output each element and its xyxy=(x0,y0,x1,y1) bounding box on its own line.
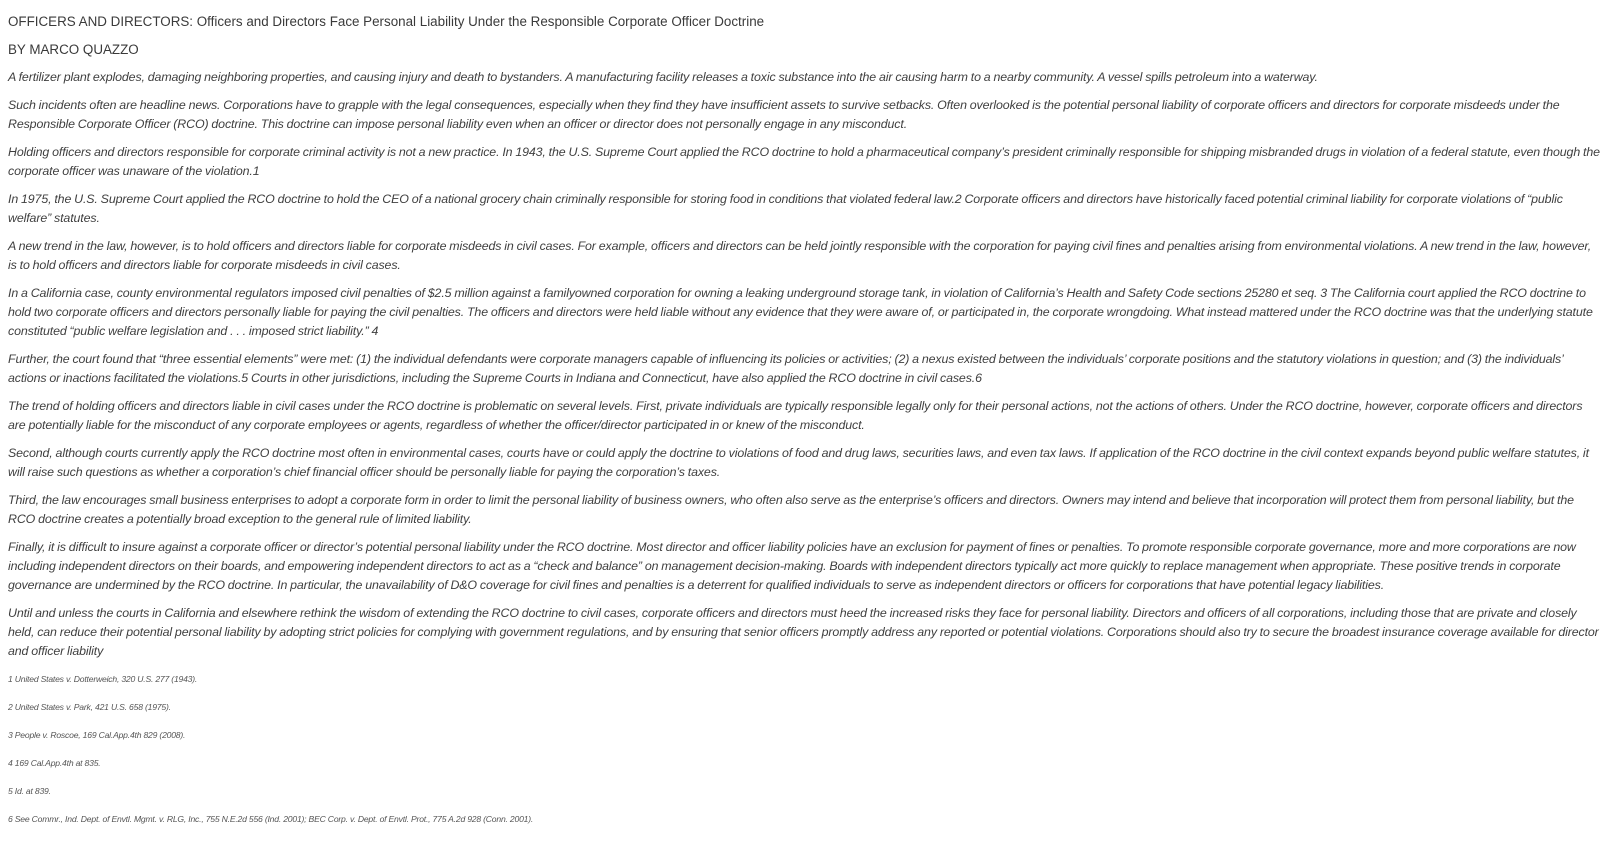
footnote: 6 See Commr., Ind. Dept. of Envtl. Mgmt. v. RLG, Inc., 755 N.E.2d 556 (Ind. 2001); BEC Corp. v. Dept. of Envtl. Prot., 775 A.2d 928 (Conn. 2001). xyxy=(8,814,534,824)
article-headline: OFFICERS AND DIRECTORS: Officers and Directors Face Personal Liability Under the Responsible Corporate Officer Doctrine xyxy=(8,14,765,29)
paragraph: Holding officers and directors responsible for corporate criminal activity is not a new practice. In 1943, the U.S. Supreme Court applied the RCO doctrine to hold a pharmaceutical company’s president criminally responsible for shipping misbranded drugs in violation of a federal statute, even though the corporate officer was unaware of the violation.1 xyxy=(8,145,1600,178)
paragraph: Such incidents often are headline news. Corporations have to grapple with the legal consequences, especially when they find they have insufficient assets to survive setbacks. Often overlooked is the potential personal liability of corporate officers and directors for corporate misdeeds under the Responsible Corporate Officer (RCO) doctrine. This doctrine can impose personal liability even when an officer or director does not personally engage in any misconduct. xyxy=(8,98,1560,131)
paragraph: Finally, it is difficult to insure against a corporate officer or director’s potential personal liability under the RCO doctrine. Most director and officer liability policies have an exclusion for payment of fines or penalties. To promote responsible corporate governance, more and more corporations are now including independent directors on their boards, and empowering independent directors to act as a “check and balance” on management decision-making. Boards with independent directors typically act more quickly to replace management when appropriate. These positive trends in corporate governance are undermined by the RCO doctrine. In particular, the unavailability of D&O coverage for civil fines and penalties is a deterrent for qualified individuals to serve as independent directors or officers for corporations that have potential legacy liabilities. xyxy=(8,540,1576,592)
paragraph: In 1975, the U.S. Supreme Court applied the RCO doctrine to hold the CEO of a national grocery chain criminally responsible for storing food in conditions that violated federal law.2 Corporate officers and directors have historically faced potential criminal liability for corporate violations of “public welfare” statutes. xyxy=(8,192,1563,225)
footnote: 1 United States v. Dotterweich, 320 U.S. 277 (1943). xyxy=(8,674,198,684)
paragraph: The trend of holding officers and directors liable in civil cases under the RCO doctrine is problematic on several levels. First, private individuals are typically responsible legally only for their personal actions, not the actions of others. Under the RCO doctrine, however, corporate officers and directors are potentially liable for the misconduct of any corporate employees or agents, regardless of whether the officer/director participated in or knew of the misconduct. xyxy=(8,399,1583,432)
footnotes xyxy=(8,670,1600,829)
footnote: 3 People v. Roscoe, 169 Cal.App.4th 829 (2008). xyxy=(8,730,186,740)
footnote: 5 Id. at 839. xyxy=(8,786,51,796)
paragraph: Until and unless the courts in California and elsewhere rethink the wisdom of extending the RCO doctrine to civil cases, corporate officers and directors must heed the increased risks they face for personal liability. Directors and officers of all corporations, including those that are private and closely held, can reduce their potential personal liability by adopting strict policies for complying with government regulations, and by ensuring that senior officers promptly address any reported or potential violations. Corporations should also try to secure the broadest insurance coverage available for director and officer liability xyxy=(8,606,1599,658)
paragraph: Third, the law encourages small business enterprises to adopt a corporate form in order to limit the personal liability of business owners, who often also serve as the enterprise’s officers and directors. Owners may intend and believe that incorporation will protect them from personal liability, but the RCO doctrine creates a potentially broad exception to the general rule of limited liability. xyxy=(8,493,1574,526)
footnote: 2 United States v. Park, 421 U.S. 658 (1975). xyxy=(8,702,171,712)
paragraph: A fertilizer plant explodes, damaging neighboring properties, and causing injury and death to bystanders. A manufacturing facility releases a toxic substance into the air causing harm to a nearby community. A vessel spills petroleum into a waterway. xyxy=(8,70,1318,84)
paragraph: Further, the court found that “three essential elements” were met: (1) the individual defendants were corporate managers capable of influencing its policies or activities; (2) a nexus existed between the individuals’ corporate positions and the statutory violations in question; and (3) the individuals’ actions or inactions facilitated the violations.5 Courts in other jurisdictions, including the Supreme Courts in Indiana and Connecticut, have also applied the RCO doctrine in civil cases.6 xyxy=(8,352,1564,385)
footnote: 4 169 Cal.App.4th at 835. xyxy=(8,758,101,768)
paragraph: In a California case, county environmental regulators imposed civil penalties of $2.5 million against a familyowned corporation for owning a leaking underground storage tank, in violation of California’s Health and Safety Code sections 25280 et seq. 3 The California court applied the RCO doctrine to hold two corporate officers and directors personally liable for paying the civil penalties. The officers and directors were held liable without any evidence that they were aware of, or participated in, the corporate wrongdoing. What instead mattered under the RCO doctrine was that the underlying statute constituted “public welfare legislation and . . . imposed strict liability.” 4 xyxy=(8,286,1593,338)
paragraph: A new trend in the law, however, is to hold officers and directors liable for corporate misdeeds in civil cases. For example, officers and directors can be held jointly responsible with the corporation for paying civil fines and penalties arising from environmental violations. A new trend in the law, however, is to hold officers and directors liable for corporate misdeeds in civil cases. xyxy=(8,239,1592,272)
paragraph: Second, although courts currently apply the RCO doctrine most often in environmental cases, courts have or could apply the doctrine to violations of food and drug laws, securities laws, and even tax laws. If application of the RCO doctrine in the civil context expands beyond public welfare statutes, it will raise such questions as whether a corporation’s chief financial officer should be personally liable for paying the corporation’s taxes. xyxy=(8,446,1589,479)
article-byline: BY MARCO QUAZZO xyxy=(8,42,139,57)
